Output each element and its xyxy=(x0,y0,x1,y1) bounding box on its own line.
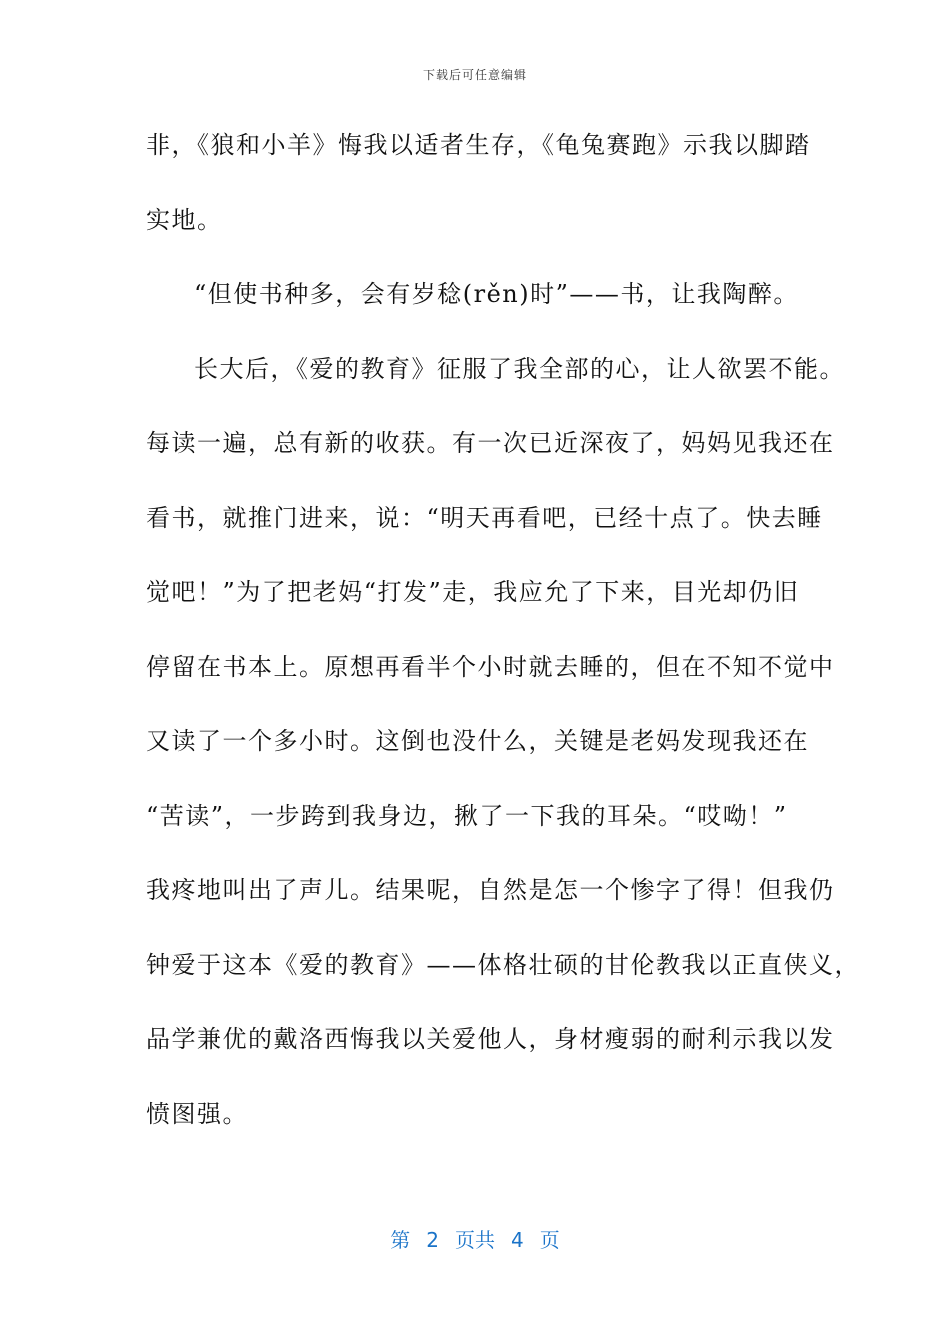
page-footer xyxy=(0,1224,950,1253)
document-body xyxy=(146,122,860,1165)
text-line: 又读了一个多小时。这倒也没什么，关键是老妈发现我还在 xyxy=(146,727,809,755)
footer-label-end: 页 xyxy=(539,1228,560,1252)
page-header: 下载后可任意编辑 xyxy=(422,68,527,82)
text-line: 长大后，《爱的教育》征服了我全部的心，让人欲罢不能。 xyxy=(194,354,845,383)
footer-total-pages: 4 xyxy=(511,1228,524,1252)
text-line: 看书，就推门进来，说：“明天再看吧，已经十点了。快去睡 xyxy=(146,503,823,532)
text-line: 非，《狼和小羊》悔我以适者生存，《龟兔赛跑》示我以脚踏 xyxy=(146,131,811,159)
text-line: 我疼地叫出了声儿。结果呢，自然是怎一个惨字了得！但我仍 xyxy=(146,876,835,904)
footer-current-page: 2 xyxy=(426,1228,439,1252)
text-line: 品学兼优的戴洛西悔我以关爱他人，身材瘦弱的耐利示我以发 xyxy=(146,1025,835,1053)
text-line: “但使书种多，会有岁稔(rěn)时”——书，让我陶醉。 xyxy=(194,280,799,308)
text-line: 愤图强。 xyxy=(146,1099,248,1128)
text-line: “苦读”，一步跨到我身边，揪了一下我的耳朵。“哎呦！” xyxy=(146,801,788,830)
text-line: 实地。 xyxy=(146,205,223,234)
text-line: 钟爱于这本《爱的教育》——体格壮硕的甘伦教我以正直侠义， xyxy=(146,950,860,979)
footer-label-page: 第 xyxy=(390,1228,411,1252)
text-line: 每读一遍，总有新的收获。有一次已近深夜了，妈妈见我还在 xyxy=(146,429,835,457)
footer-label-total: 页共 xyxy=(455,1228,495,1252)
text-line: 停留在书本上。原想再看半个小时就去睡的，但在不知不觉中 xyxy=(146,652,835,681)
text-line: 觉吧！”为了把老妈“打发”走，我应允了下来，目光却仍旧 xyxy=(146,578,800,606)
